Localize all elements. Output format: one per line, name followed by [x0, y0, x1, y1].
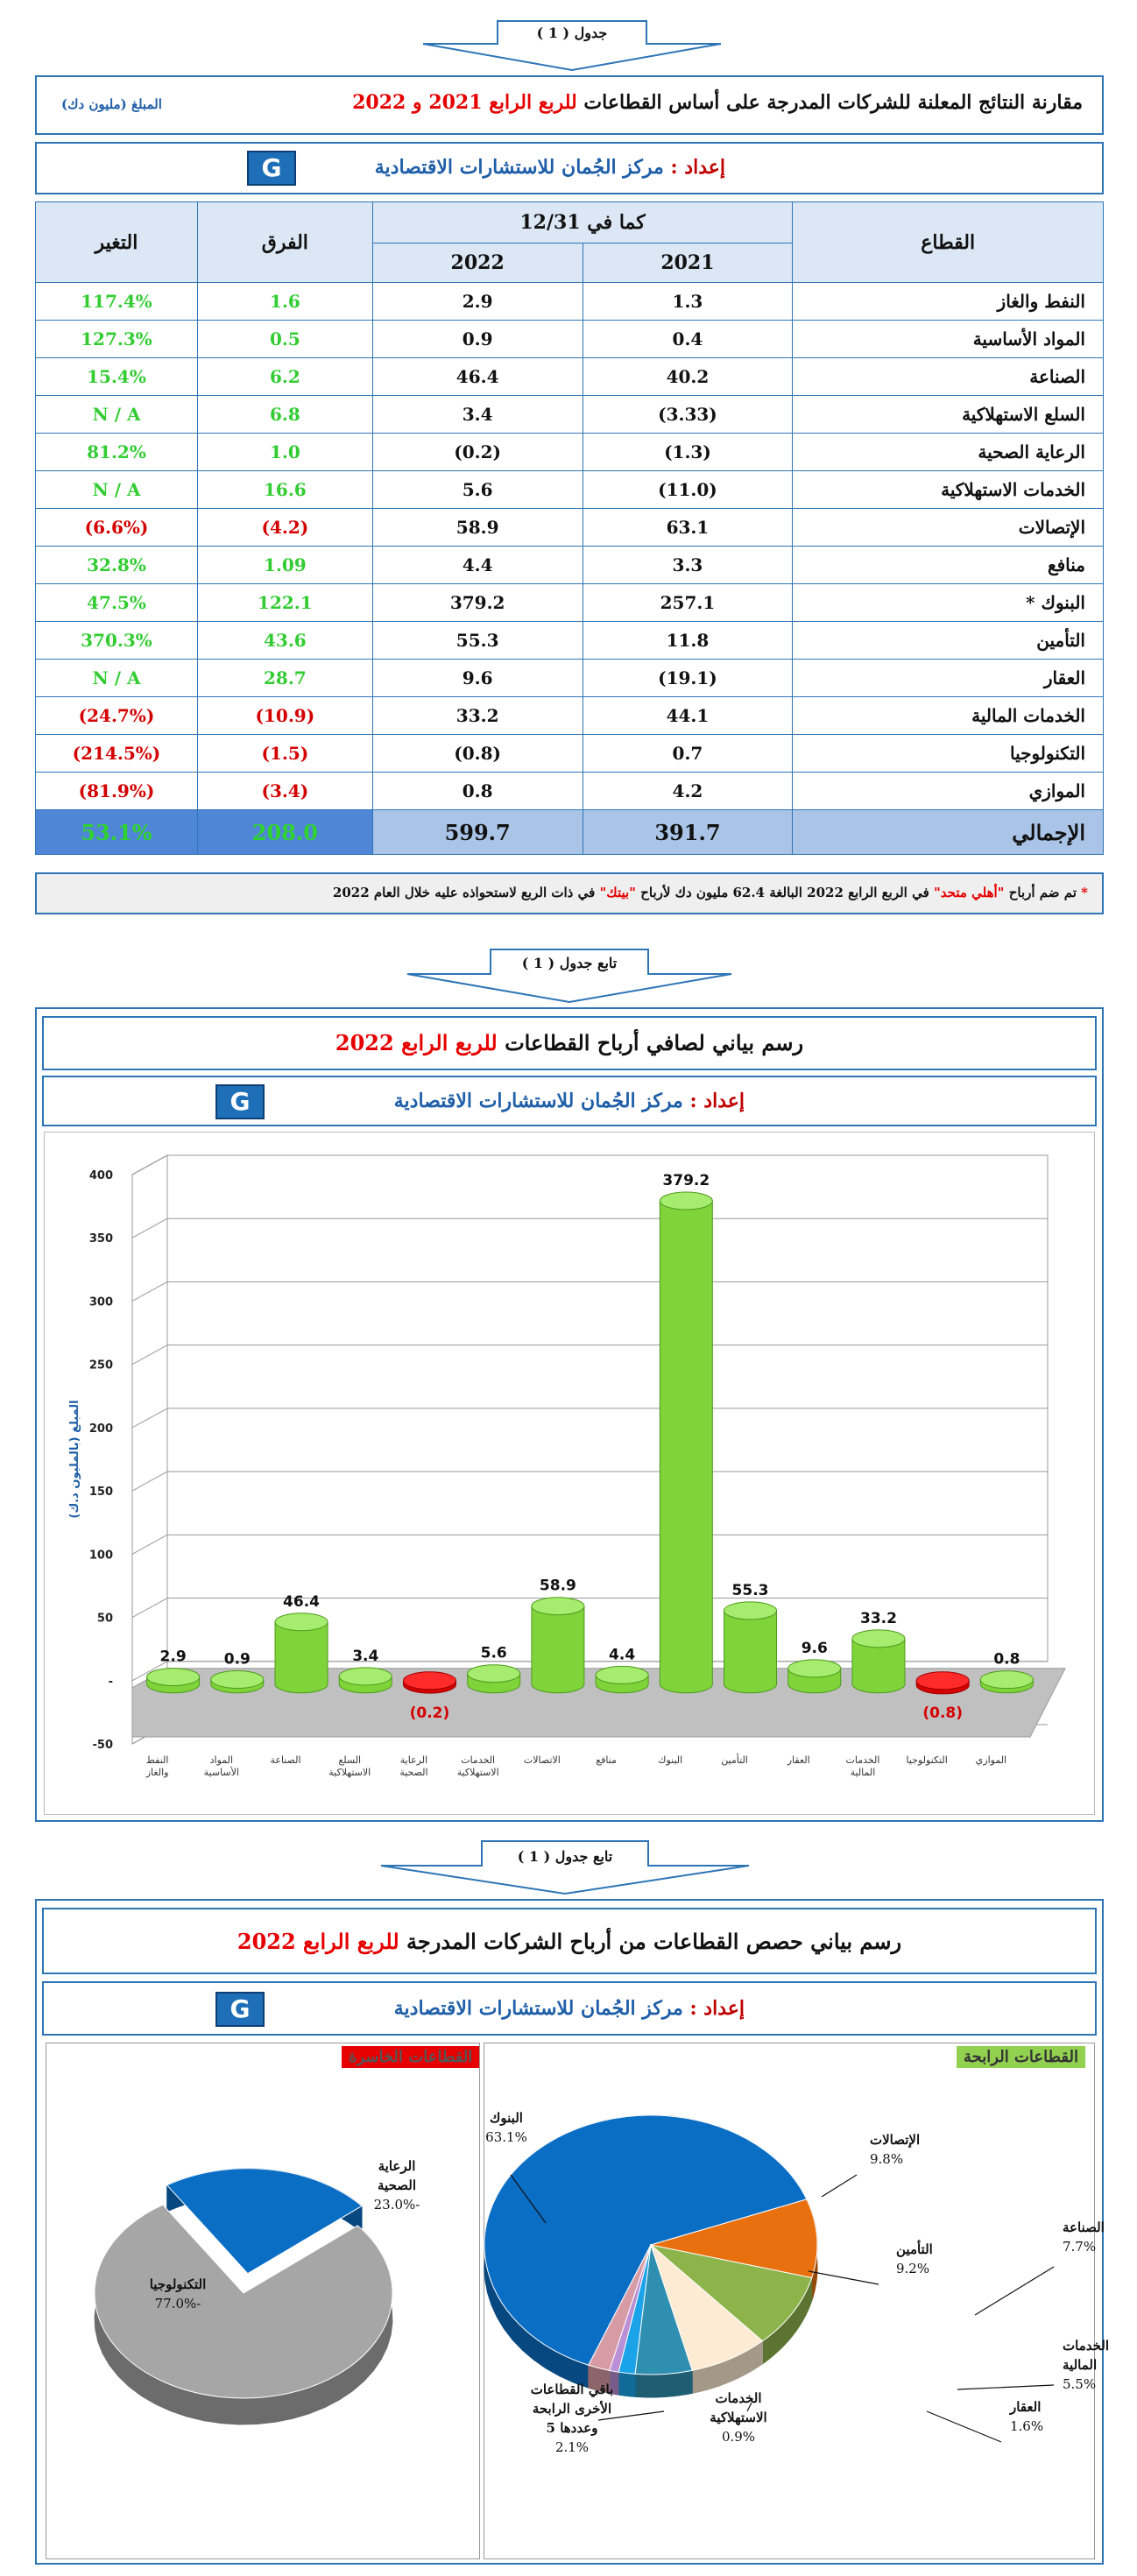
table-cell-sector: البنوك *	[793, 584, 1104, 622]
profit-leader-3	[975, 2267, 1054, 2315]
category-label-line: الرعاية	[399, 1754, 428, 1766]
profit-label-1-pct: 9.8%	[870, 2151, 904, 2167]
bar-value-label: 0.8	[993, 1650, 1020, 1669]
table-cell-sector: منافع	[793, 547, 1104, 584]
bar-value-label: (0.2)	[409, 1704, 450, 1722]
table-cell-2021: (19.1)	[583, 660, 793, 697]
bar-1	[211, 1670, 264, 1692]
table-row	[36, 509, 1104, 547]
prepared-by-2: إعداد : مركز الجُمان للاستشارات الاقتصادية	[393, 1090, 745, 1112]
profit-label-0	[485, 2110, 527, 2145]
bar-value-label: (0.8)	[922, 1704, 964, 1722]
profit-label-4-line: المالية	[1063, 2357, 1098, 2373]
bar-top	[788, 1660, 841, 1677]
y-tick-label: 300	[88, 1295, 113, 1309]
table-title-box	[35, 75, 1104, 135]
profit-label-7-line: وعددها 5	[546, 2420, 598, 2436]
bar-title-box	[42, 1016, 1097, 1070]
category-label	[204, 1754, 239, 1778]
bar-value-label: 379.2	[662, 1172, 710, 1190]
banner-2-label: تابع جدول ( 1 )	[521, 955, 618, 971]
category-label	[457, 1754, 499, 1778]
loss-pie-panel	[46, 2043, 480, 2559]
table-cell-sector: التكنولوجيا	[793, 735, 1104, 773]
profit-leader-5	[927, 2411, 1001, 2442]
bar-value-label: 3.4	[352, 1647, 379, 1665]
bar-top	[147, 1669, 200, 1686]
table-title-highlight: للربع الرابع	[489, 91, 577, 114]
bar-0	[147, 1669, 200, 1693]
bar-value-label: 2.9	[159, 1648, 187, 1666]
bar-top	[275, 1613, 328, 1631]
logo-icon: G	[247, 151, 296, 186]
category-label-line: الأساسية	[203, 1767, 239, 1778]
table-cell-2021: (3.33)	[583, 396, 793, 434]
table-row	[36, 321, 1104, 358]
bar-2	[275, 1613, 328, 1693]
logo-icon-2: G	[215, 1084, 265, 1119]
category-label	[145, 1754, 169, 1778]
bar-4	[403, 1672, 456, 1693]
category-label	[907, 1754, 948, 1766]
category-label-line: والغاز	[145, 1767, 169, 1778]
loss-label-0-pct: -77.0%	[154, 2296, 201, 2311]
bar-top	[852, 1630, 905, 1648]
table-cell-2021: 44.1	[583, 697, 793, 735]
profit-label-6	[710, 2390, 766, 2445]
loss-tag: القطاعات الخاسرة	[342, 2046, 479, 2068]
category-label-line: الخدمات	[845, 1754, 880, 1766]
category-label-line: العقار	[787, 1754, 810, 1766]
profit-label-3-line: الصناعة	[1063, 2220, 1105, 2235]
table-cell-sector: الموازي	[793, 773, 1104, 810]
banner-3-label: تابع جدول ( 1 )	[517, 1848, 613, 1865]
table-cell-sector: التأمين	[793, 622, 1104, 660]
table-cell-change: (6.6%)	[36, 509, 198, 547]
bar-top	[532, 1598, 584, 1615]
table-row	[36, 773, 1104, 810]
bar-top	[724, 1602, 777, 1620]
category-label	[270, 1754, 300, 1766]
category-label-line: الخدمات	[461, 1754, 496, 1766]
header-diff: الفرق	[197, 202, 372, 283]
table-row	[36, 547, 1104, 584]
table-cell-sector: الرعاية الصحية	[793, 434, 1104, 471]
bar-9	[724, 1602, 777, 1693]
profit-label-0-pct: 63.1%	[485, 2129, 527, 2145]
bar-11	[852, 1630, 905, 1693]
logo-icon-3: G	[215, 1992, 265, 2027]
bar-body	[532, 1606, 584, 1693]
profit-label-5-line: العقار	[1010, 2399, 1042, 2415]
prepared-by-box-2	[42, 1076, 1097, 1126]
category-label-line: التكنولوجيا	[906, 1754, 948, 1766]
table-cell-diff: (10.9)	[197, 697, 372, 735]
profit-label-4-line: الخدمات	[1063, 2338, 1110, 2354]
table-cell-sector: العقار	[793, 660, 1104, 697]
table-cell-diff: (1.5)	[197, 735, 372, 773]
table-cell-2022: 55.3	[372, 622, 583, 660]
table-cell-diff: 16.6	[197, 471, 372, 509]
table-cell-diff: 0.5	[197, 321, 372, 358]
table-cell-2021: 3.3	[583, 547, 793, 584]
y-tick-label: 200	[88, 1422, 113, 1436]
bar-chart	[45, 1133, 1094, 1814]
y-tick-label: 350	[88, 1232, 113, 1246]
table-total-change: 53.1%	[36, 810, 198, 855]
bar-top	[980, 1671, 1033, 1689]
table-total-row	[36, 810, 1104, 855]
y-tick-label: 250	[88, 1359, 113, 1373]
category-label-line: البنوك	[658, 1754, 683, 1766]
table-row	[36, 283, 1104, 321]
bar-title: رسم بياني لصافي أرباح القطاعات للربع الرابع 2022	[335, 1030, 804, 1055]
category-label-line: الاستهلاكية	[328, 1767, 371, 1778]
bar-6	[532, 1598, 584, 1693]
bar-value-label: 46.4	[283, 1592, 321, 1611]
bar-value-label: 4.4	[609, 1646, 636, 1664]
table-cell-change: N / A	[36, 396, 198, 434]
table-total-sector: الإجمالي	[793, 810, 1104, 855]
profit-label-2	[896, 2240, 933, 2276]
table-cell-2021: 257.1	[583, 584, 793, 622]
table-cell-2022: 33.2	[372, 697, 583, 735]
table-cell-sector: المواد الأساسية	[793, 321, 1104, 358]
table-cell-2022: (0.2)	[372, 434, 583, 471]
bar-value-label: 9.6	[801, 1639, 828, 1657]
table-cell-sector: النفط والغاز	[793, 283, 1104, 321]
bar-value-label: 0.9	[223, 1650, 251, 1669]
loss-label-1-line: الصحية	[378, 2177, 416, 2193]
category-label-line: المواد	[209, 1754, 234, 1766]
table-cell-sector: الخدمات الاستهلاكية	[793, 471, 1104, 509]
loss-label-1	[374, 2158, 420, 2213]
table-cell-change: 127.3%	[36, 321, 198, 358]
table-cell-diff: 122.1	[197, 584, 372, 622]
prepared-by-box-3	[42, 1981, 1097, 2036]
table-cell-diff: 1.09	[197, 547, 372, 584]
bar-5	[468, 1665, 520, 1693]
table-row	[36, 697, 1104, 735]
table-cell-change: (81.9%)	[36, 773, 198, 810]
table-cell-diff: 1.0	[197, 434, 372, 471]
table-cell-sector: الإتصالات	[793, 509, 1104, 547]
table-cell-2022: 0.9	[372, 321, 583, 358]
category-label-line: المالية	[850, 1767, 876, 1778]
table-cell-diff: 6.8	[197, 396, 372, 434]
table-row	[36, 471, 1104, 509]
table-cell-diff: 43.6	[197, 622, 372, 660]
bar-top	[916, 1672, 969, 1690]
table-cell-2021: 0.7	[583, 735, 793, 773]
table-cell-change: 81.2%	[36, 434, 198, 471]
profit-pie-panel	[484, 2043, 1110, 2559]
header-sector: القطاع	[793, 202, 1104, 283]
table-cell-2021: 11.8	[583, 622, 793, 660]
table-cell-2021: 4.2	[583, 773, 793, 810]
profit-label-3-pct: 7.7%	[1063, 2239, 1097, 2255]
category-label-line: النفط	[145, 1754, 169, 1766]
category-label-line: الاتصالات	[523, 1754, 561, 1766]
table-cell-change: 47.5%	[36, 584, 198, 622]
y-tick-label: -	[108, 1675, 113, 1689]
pie-title-box	[42, 1908, 1097, 1974]
table-row	[36, 396, 1104, 434]
bar-value-label: 33.2	[859, 1609, 897, 1627]
table-cell-sector: السلع الاستهلاكية	[793, 396, 1104, 434]
prepared-by-1: إعداد : مركز الجُمان للاستشارات الاقتصادية	[374, 156, 725, 179]
table-unit: المبلغ (مليون دك)	[61, 96, 162, 112]
profit-tag: القطاعات الرابحة	[957, 2046, 1085, 2068]
profit-leader-4	[957, 2385, 1054, 2389]
table-cell-2022: 379.2	[372, 584, 583, 622]
header-change: التغير	[36, 202, 198, 283]
y-tick-label: 100	[88, 1549, 113, 1563]
table-cell-2021: 40.2	[583, 358, 793, 396]
footnote: * تم ضم أرباح "أهلي متحد" في الربع الرابع 2022 البالغة 62.4 مليون دك لأرباح "بيتك" في ذات الربع لاستحواذه عليه خلال العام 2022	[35, 872, 1104, 914]
table-row	[36, 434, 1104, 471]
table-title-prefix: مقارنة النتائج المعلنة للشركات المدرجة على أساس القطاعات	[583, 91, 1083, 114]
category-label	[846, 1754, 880, 1778]
table-cell-2021: (1.3)	[583, 434, 793, 471]
table-cell-2021: 63.1	[583, 509, 793, 547]
y-tick-label: -50	[92, 1739, 113, 1752]
table-total-2022: 599.7	[372, 810, 583, 855]
bar-top	[403, 1672, 456, 1690]
bar-plot-area	[44, 1132, 1095, 1815]
profit-label-6-line: الاستهلاكية	[710, 2410, 767, 2425]
category-label-line: الاستهلاكية	[456, 1767, 499, 1778]
table-cell-diff: 6.2	[197, 358, 372, 396]
table-cell-2021: 0.4	[583, 321, 793, 358]
profit-label-7	[531, 2382, 613, 2455]
table-cell-2022: 4.4	[372, 547, 583, 584]
table-row	[36, 622, 1104, 660]
category-label-line: الموازي	[975, 1754, 1007, 1766]
profit-label-1	[870, 2132, 920, 2167]
bar-top	[211, 1670, 264, 1688]
table-cell-2022: 0.8	[372, 773, 583, 810]
profit-label-6-pct: 0.9%	[721, 2429, 756, 2445]
bar-value-label: 58.9	[539, 1577, 576, 1595]
category-label-line: الصناعة	[270, 1754, 301, 1766]
table-cell-change: N / A	[36, 471, 198, 509]
table-cell-change: 117.4%	[36, 283, 198, 321]
profit-label-7-pct: 2.1%	[554, 2439, 590, 2455]
bar-top	[596, 1666, 648, 1683]
table-cell-change: 32.8%	[36, 547, 198, 584]
bar-10	[788, 1660, 841, 1693]
table-cell-2022: 46.4	[372, 358, 583, 396]
profit-label-0-line: البنوك	[490, 2110, 523, 2126]
banner-1-label: جدول ( 1 )	[536, 25, 608, 41]
bar-body	[660, 1201, 712, 1693]
table-cell-2022: 2.9	[372, 283, 583, 321]
table-cell-change: N / A	[36, 660, 198, 697]
category-label	[399, 1754, 427, 1778]
category-label-line: السلع	[338, 1754, 362, 1766]
table-cell-diff: 28.7	[197, 660, 372, 697]
results-table	[35, 201, 1104, 855]
category-label	[721, 1753, 748, 1766]
table-row	[36, 584, 1104, 622]
table-cell-sector: الخدمات المالية	[793, 697, 1104, 735]
bar-top	[468, 1665, 520, 1683]
bar-value-label: 55.3	[731, 1581, 769, 1599]
y-tick-label: 150	[88, 1486, 113, 1500]
profit-label-1-line: الإتصالات	[870, 2132, 921, 2148]
bar-value-label: 5.6	[480, 1644, 507, 1662]
table-cell-2021: (11.0)	[583, 471, 793, 509]
profit-label-2-pct: 9.2%	[896, 2261, 930, 2276]
category-label	[524, 1754, 561, 1766]
table-row	[36, 358, 1104, 396]
table-total-2021: 391.7	[583, 810, 793, 855]
table-cell-2022: 9.6	[372, 660, 583, 697]
profit-label-6-line: الخدمات	[715, 2390, 762, 2406]
profit-leader-2	[809, 2271, 879, 2284]
bar-13	[980, 1671, 1033, 1693]
table-cell-change: (214.5%)	[36, 735, 198, 773]
profit-label-5	[1009, 2399, 1043, 2434]
table-cell-2022: 58.9	[372, 509, 583, 547]
header-as-of: كما في 12/31	[372, 202, 793, 243]
table-cell-change: 15.4%	[36, 358, 198, 396]
bar-top	[339, 1668, 392, 1685]
category-label-line: منافع	[596, 1754, 617, 1766]
table-title-years: 2021 و 2022	[352, 91, 483, 114]
category-label	[328, 1754, 371, 1778]
table-cell-change: 370.3%	[36, 622, 198, 660]
table-cell-2021: 1.3	[583, 283, 793, 321]
profit-label-2-line: التأمين	[896, 2241, 933, 2257]
category-label-line: الصحية	[399, 1767, 428, 1778]
profit-leader-1	[822, 2175, 857, 2197]
category-label	[976, 1754, 1006, 1766]
table-cell-sector: الصناعة	[793, 358, 1104, 396]
table-cell-diff: (4.2)	[197, 509, 372, 547]
table-row	[36, 660, 1104, 697]
y-tick-label: 50	[96, 1612, 113, 1626]
table-cell-change: (24.7%)	[36, 697, 198, 735]
table-total-diff: 208.0	[197, 810, 372, 855]
table-cell-diff: 1.6	[197, 283, 372, 321]
loss-label-1-line: الرعاية	[378, 2158, 416, 2174]
profit-label-7-line: باقي القطاعات	[530, 2382, 614, 2397]
loss-label-1-pct: -23.0%	[373, 2197, 420, 2213]
table-body	[36, 283, 1104, 855]
category-label	[658, 1754, 682, 1766]
category-label	[787, 1754, 810, 1766]
header-2021: 2021	[583, 243, 793, 283]
category-label-line: التأمين	[721, 1754, 748, 1766]
bar-7	[596, 1666, 648, 1692]
table-cell-2022: 5.6	[372, 471, 583, 509]
y-tick-label: 400	[88, 1169, 113, 1182]
profit-label-4-pct: 5.5%	[1063, 2376, 1097, 2392]
bar-top	[660, 1192, 712, 1210]
loss-pie-chart	[46, 2043, 479, 2558]
bar-12	[916, 1672, 969, 1694]
profit-label-7-line: الأخرى الرابحة	[532, 2401, 612, 2417]
bar-body	[275, 1622, 328, 1693]
prepared-by-box-1	[35, 142, 1104, 194]
prepared-by-3: إعداد : مركز الجُمان للاستشارات الاقتصادية	[393, 1997, 745, 2020]
y-axis-label: المبلغ (بالمليون د.ك)	[68, 1400, 81, 1519]
bar-body	[724, 1611, 777, 1693]
table-cell-2022: 3.4	[372, 396, 583, 434]
profit-pie-chart	[484, 2043, 1110, 2558]
table-cell-diff: (3.4)	[197, 773, 372, 810]
loss-label-0-line: التكنولوجيا	[149, 2276, 207, 2292]
header-2022: 2022	[372, 243, 583, 283]
table-row	[36, 735, 1104, 773]
bar-8	[660, 1192, 712, 1693]
profit-side-5	[618, 2372, 635, 2396]
table-title	[352, 91, 1083, 114]
category-label	[596, 1754, 617, 1766]
profit-label-5-pct: 1.6%	[1010, 2418, 1044, 2434]
bar-3	[339, 1668, 392, 1693]
pie-title: رسم بياني حصص القطاعات من أرباح الشركات المدرجة للربع الرابع 2022	[237, 1929, 902, 1954]
table-cell-2022: (0.8)	[372, 735, 583, 773]
